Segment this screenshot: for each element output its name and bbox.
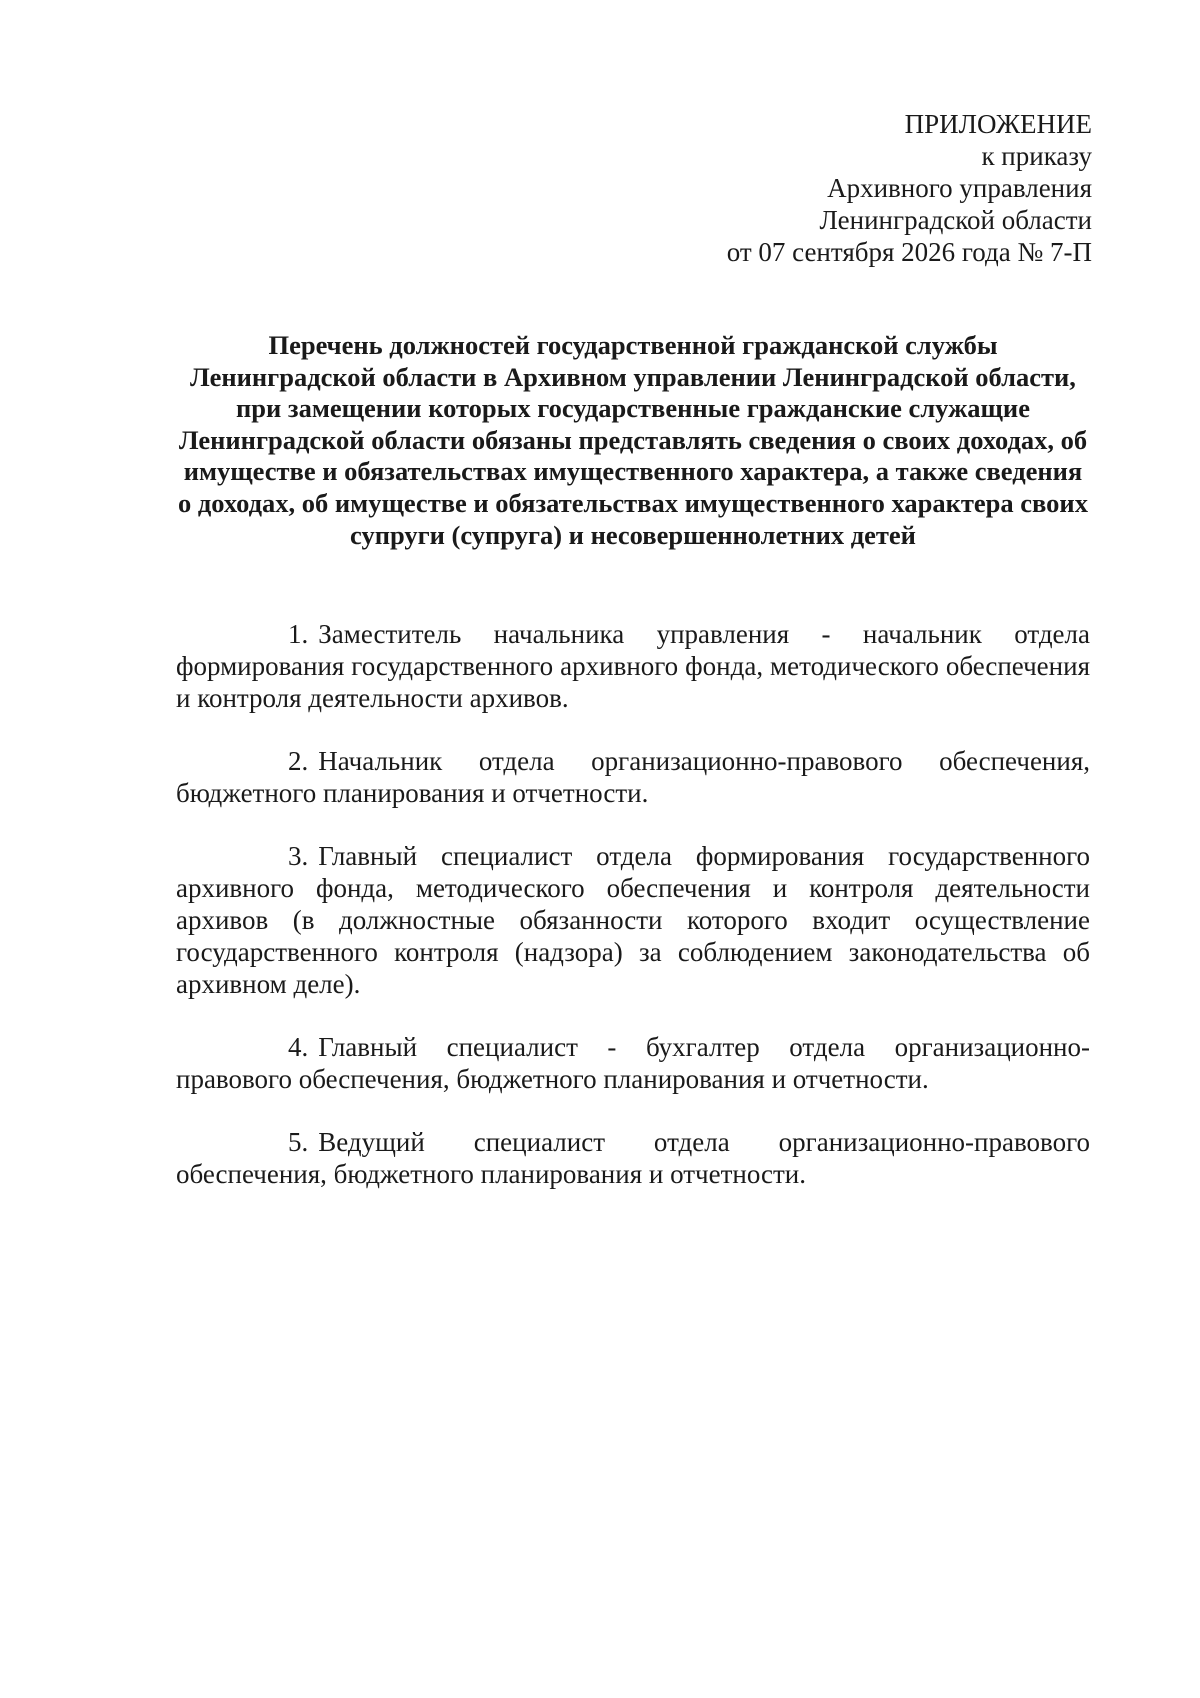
appendix-line-1: к приказу [981,141,1092,171]
list-item [176,840,1090,1000]
list-item-text: Ведущий специалист отдела организационно-правового обеспечения, бюджетного планирования и отчетности. [176,1127,1090,1189]
list-item-number: 4. [288,1032,309,1062]
positions-list [176,618,1090,1221]
list-item-number: 3. [288,841,309,871]
list-item [176,618,1090,714]
list-item [176,745,1090,809]
list-item-number: 5. [288,1127,309,1157]
appendix-line-2: Архивного управления [827,173,1092,203]
list-item-text: Заместитель начальника управления - начальник отдела формирования государственного архивного фонда, методического обеспечения и контроля деятельности архивов. [176,619,1090,713]
appendix-header [492,108,1092,268]
list-item-number: 2. [288,746,309,776]
list-item-number: 1. [288,619,309,649]
document-title: Перечень должностей государственной гражданской службы Ленинградской области в Архивном управлении Ленинградской области, при замещении которых государственные гражданские служащие Ленинградской области обязаны представлять сведения о своих доходах, об имуществе и обязательствах имущественного характера, а также сведения о доходах, об имуществе и обязательствах имущественного характера своих супруги (супруга) и несовершеннолетних детей [178,330,1088,550]
list-item [176,1126,1090,1190]
appendix-line-3: Ленинградской области [819,205,1092,235]
appendix-label: ПРИЛОЖЕНИЕ [904,109,1092,139]
list-item-text: Начальник отдела организационно-правового обеспечения, бюджетного планирования и отчетности. [176,746,1090,808]
list-item-text: Главный специалист - бухгалтер отдела организационно-правового обеспечения, бюджетного планирования и отчетности. [176,1032,1090,1094]
list-item [176,1031,1090,1095]
appendix-order-date: от 07 сентября 2026 года № 7-П [726,237,1092,267]
list-item-text: Главный специалист отдела формирования государственного архивного фонда, методического обеспечения и контроля деятельности архивов (в должностные обязанности которого входит осуществление государственного контроля (надзора) за соблюдением законодательства об архивном деле). [176,841,1090,999]
